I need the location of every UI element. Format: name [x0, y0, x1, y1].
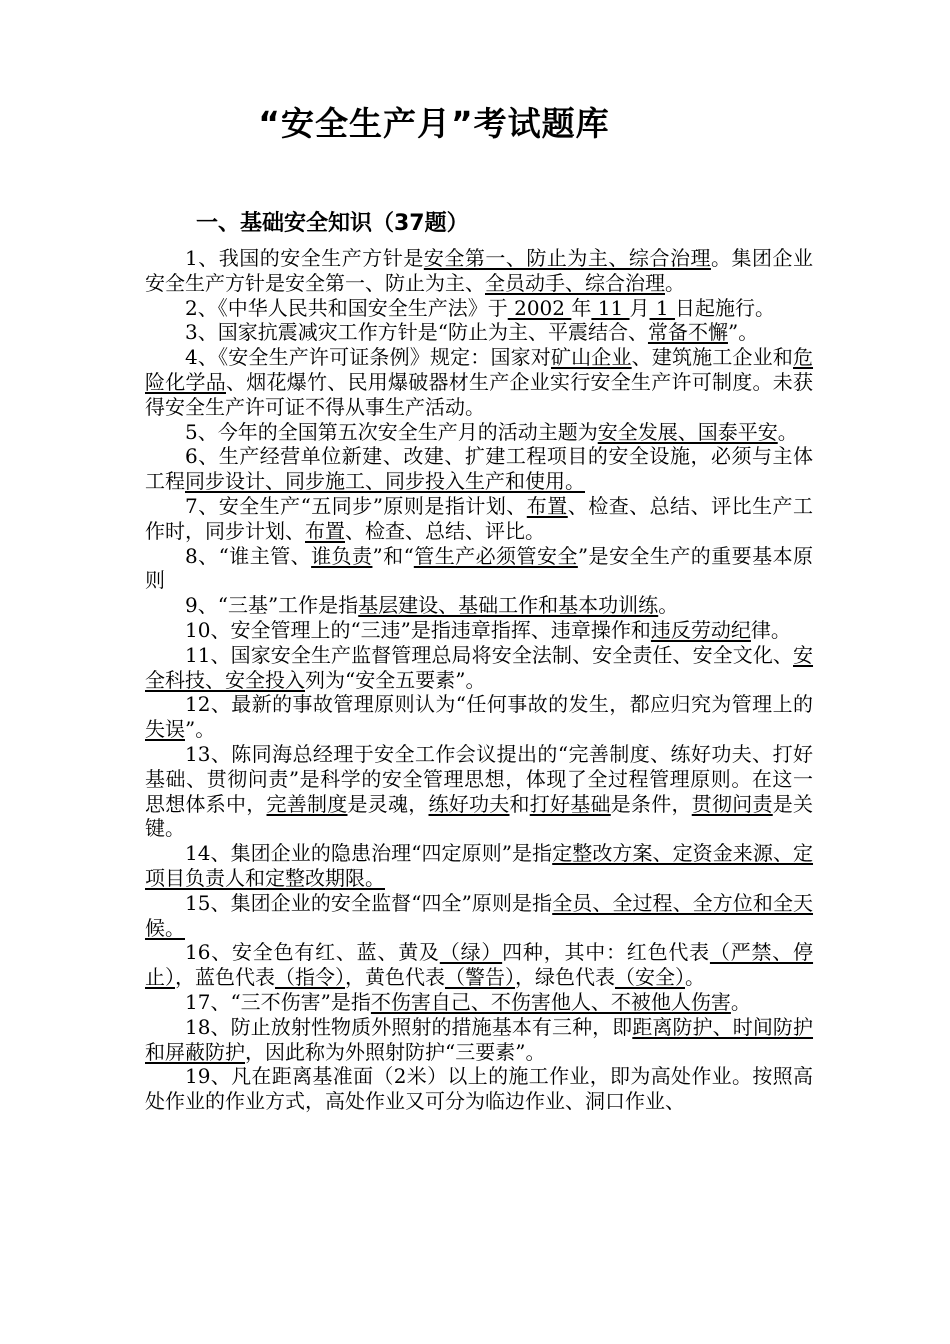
question-item	[145, 692, 813, 742]
question-text: ，绿色代表	[515, 965, 615, 990]
question-number: 2、	[185, 295, 218, 320]
question-text: 。	[658, 593, 679, 618]
question-list	[145, 246, 813, 1114]
answer-blank: 完善制度	[266, 791, 348, 816]
answer-blank: 同步设计、同步施工、同步投入生产和使用。	[185, 469, 585, 494]
question-number: 4、	[185, 345, 219, 370]
question-text: 律。	[750, 617, 791, 642]
question-number: 15、	[185, 890, 231, 915]
answer-blank: 基层建设、基础工作和基本功训练	[358, 593, 659, 618]
answer-blank: （绿）	[439, 940, 503, 965]
question-number: 8、	[185, 543, 219, 568]
question-text: “三基”工作是指	[217, 593, 359, 618]
section-heading: 一、基础安全知识（37题）	[196, 211, 469, 236]
answer-blank: 危险化学品	[145, 345, 814, 394]
question-text: 安全管理上的“三违”是指违章指挥、违章操作和	[230, 617, 651, 642]
question-text: 生产经营单位新建、改建、扩建工程项目的安全设施，必须与主体工程	[145, 444, 813, 494]
question-text: 。	[685, 965, 705, 990]
question-text: ，蓝色代表	[175, 965, 275, 990]
question-number: 16、	[185, 940, 233, 965]
answer-blank: 2002	[507, 295, 572, 320]
answer-blank: 不伤害自己、不伤害他人、不被他人伤害	[370, 989, 731, 1014]
question-item	[145, 494, 813, 544]
question-item	[145, 296, 813, 321]
question-text: “三不伤害”是指	[230, 989, 371, 1014]
question-item	[145, 618, 813, 643]
question-item	[145, 593, 813, 618]
question-text: 安全色有红、蓝、黄及	[232, 940, 440, 965]
question-number: 7、	[185, 493, 219, 518]
question-text: 年	[571, 295, 592, 320]
question-item	[145, 643, 813, 693]
question-text: ”是安全生产的重要基本原则	[145, 543, 814, 593]
question-number: 10、	[185, 617, 231, 642]
answer-blank: 布置	[305, 518, 345, 543]
answer-blank: 练好功夫	[428, 791, 510, 816]
question-item	[145, 940, 813, 990]
question-text: 最新的事故管理原则认为“任何事故的发生，都应归究为管理上的	[231, 692, 813, 717]
question-text: ，黄色代表	[345, 965, 445, 990]
question-number: 12、	[185, 692, 232, 717]
question-number: 3、	[185, 320, 218, 345]
question-text: ”和“	[372, 543, 414, 568]
answer-blank: 谁负责	[311, 543, 373, 568]
question-text: 四种，其中：红色代表	[502, 940, 710, 965]
question-text: 、检查、总结、评比生产工作时，同步计划、	[145, 493, 814, 543]
answer-blank: （指令）	[275, 965, 345, 990]
question-text: 列为“安全五要素”。	[305, 667, 486, 692]
question-text: 防止放射性物质外照射的措施基本有三种，即	[230, 1014, 633, 1039]
question-text: 、检查、总结、评比。	[345, 518, 545, 543]
question-text: 和	[509, 791, 530, 816]
question-text: ，因此称为外照射防护“三要素”。	[245, 1039, 546, 1064]
question-item	[145, 891, 813, 941]
question-item	[145, 841, 813, 891]
question-number: 6、	[185, 444, 219, 469]
answer-blank: 矿山企业	[550, 345, 632, 370]
answer-blank: 安全发展、国泰平安	[597, 419, 778, 444]
question-text: 。	[730, 989, 751, 1014]
question-text: ”。	[727, 320, 759, 345]
question-text: 是灵魂，	[347, 791, 429, 816]
question-item	[145, 742, 813, 841]
question-text: 集团企业的隐患治理“四定原则”是指	[230, 841, 553, 866]
answer-blank: 管生产必须管安全	[413, 543, 578, 568]
question-text: 我国的安全生产方针是	[218, 246, 424, 270]
question-item	[145, 444, 813, 494]
question-text: 月	[629, 295, 650, 320]
answer-blank: 贯彻问责	[691, 791, 773, 816]
question-item	[145, 990, 813, 1015]
question-item	[145, 420, 813, 445]
question-item	[145, 1064, 813, 1114]
question-text: 国家抗震减灾工作方针是“防止为主、平震结合、	[217, 320, 648, 345]
question-text: 、烟花爆竹、民用爆破器材生产企业实行安全生产许可制度。未获得安全生产许可证不得从事生产活动。	[145, 369, 813, 419]
answer-blank: 全员、全过程、全方位和全天候。	[145, 890, 814, 940]
question-text: 安全生产“五同步”原则是指计划、	[218, 493, 527, 518]
question-text: 集团企业的安全监督“四全”原则是指	[230, 890, 553, 915]
document-title: “安全生产月”考试题库	[258, 104, 610, 143]
question-number: 9、	[185, 593, 218, 618]
answer-blank: 距离防护、时间防护和屏蔽防护	[145, 1014, 814, 1064]
question-number: 5、	[185, 419, 218, 444]
answer-blank: 违反劳动纪	[650, 617, 751, 642]
answer-blank: 打好基础	[529, 791, 611, 816]
question-item	[145, 345, 813, 419]
answer-blank: 失误	[145, 717, 185, 742]
question-text: 、建筑施工企业和	[631, 345, 794, 370]
question-text: 《中华人民共和国安全生产法》于	[217, 295, 508, 320]
question-text: 今年的全国第五次安全生产月的活动主题为	[217, 419, 598, 444]
question-number: 13、	[185, 741, 232, 766]
question-text: 日起施行。	[674, 295, 775, 320]
answer-blank: 定整改方案、定资金来源、定项目负责人和定整改期限。	[145, 841, 814, 890]
question-text: 。	[777, 419, 798, 444]
question-item	[145, 246, 813, 296]
question-number: 14、	[185, 841, 231, 866]
answer-blank: 1	[649, 295, 675, 320]
question-item	[145, 1015, 813, 1065]
question-text: 《安全生产许可证条例》规定：国家对	[218, 345, 551, 370]
answer-blank: 布置	[526, 493, 568, 518]
question-text: 。集团企业安全生产方针是安全第一、防止为主、	[145, 246, 814, 295]
answer-blank: 常备不懈	[647, 320, 728, 345]
question-text: 。	[665, 270, 685, 295]
answer-blank: 安全第一、防止为主、综合治理	[423, 246, 711, 270]
question-number: 19、	[185, 1064, 232, 1089]
question-number: 1、	[185, 246, 219, 270]
question-number: 11、	[185, 642, 231, 667]
question-text: 陈同海总经理于安全工作会议提出的“完善制度、练好功夫、打好基础、贯彻问责”是科学的安全管理思想，体现了全过程管理原则。在这一思想体系中，	[145, 741, 813, 816]
answer-blank: 11	[591, 295, 630, 320]
question-text: 国家安全生产监督管理总局将安全法制、安全责任、安全文化、	[230, 642, 794, 667]
question-number: 18、	[185, 1014, 231, 1039]
answer-blank: （严禁、停止）	[145, 940, 814, 990]
answer-blank: 安全科技、安全投入	[145, 642, 814, 692]
question-number: 17、	[185, 989, 231, 1014]
answer-blank: 全员动手、综合治理	[485, 270, 665, 295]
question-text: 凡在距离基准面（2米）以上的施工作业，即为高处作业。按照高处作业的作业方式，高处作业又可分为临边作业、洞口作业、	[145, 1064, 813, 1114]
question-item	[145, 544, 813, 594]
question-text: 是关键。	[145, 791, 813, 841]
question-text: “谁主管、	[218, 543, 312, 568]
question-text: 是条件，	[610, 791, 692, 816]
question-item	[145, 320, 813, 345]
answer-blank: （安全）	[615, 965, 685, 990]
answer-blank: （警告）	[445, 965, 515, 990]
question-text: ”。	[185, 717, 216, 742]
